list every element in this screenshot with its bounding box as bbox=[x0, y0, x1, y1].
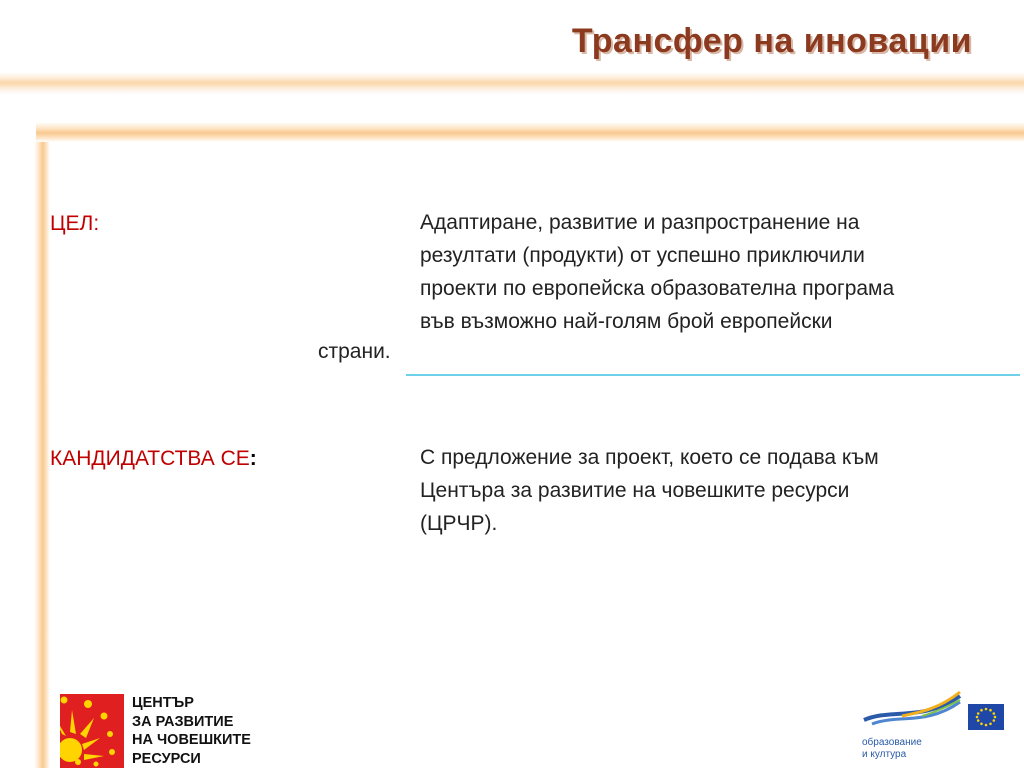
apply-label-colon: : bbox=[249, 447, 257, 470]
hrdc-logo-text bbox=[132, 694, 251, 768]
goal-line: Адаптиране, развитие и разпространение на bbox=[420, 211, 860, 234]
eu-flag-icon bbox=[968, 704, 1004, 730]
llp-logo-line: образование bbox=[862, 737, 922, 748]
goal-line: проекти по европейска образователна програма bbox=[420, 277, 895, 300]
apply-line: Центъра за развитие на човешките ресурси bbox=[420, 479, 850, 502]
hrdc-logo-line: ЦЕНТЪР bbox=[132, 695, 194, 711]
llp-swoosh-icon bbox=[862, 690, 962, 736]
hrdc-logo-line: РЕСУРСИ bbox=[132, 750, 201, 767]
apply-line: (ЦРЧР). bbox=[420, 512, 498, 535]
llp-logo-text bbox=[862, 737, 922, 761]
hrdc-logo-line: ЗА РАЗВИТИЕ bbox=[132, 713, 234, 730]
goal-label: ЦЕЛ: bbox=[50, 212, 100, 235]
left-decorative-band bbox=[34, 142, 50, 768]
apply-text bbox=[420, 441, 1020, 540]
divider-line bbox=[406, 374, 1020, 376]
eu-stars-icon bbox=[968, 704, 1004, 730]
llp-logo-line: и култура bbox=[862, 749, 907, 760]
apply-line: С предложение за проект, което се подава към bbox=[420, 446, 879, 469]
hrdc-logo-line: НА ЧОВЕШКИТЕ bbox=[132, 732, 251, 748]
apply-label-text: КАНДИДАТСТВА СЕ bbox=[50, 447, 250, 470]
apply-label bbox=[50, 447, 257, 471]
top-decorative-band bbox=[0, 72, 1024, 94]
goal-tail: страни. bbox=[318, 340, 391, 363]
goal-line: във възможно най-голям брой европейски bbox=[420, 310, 833, 333]
goal-line: резултати (продукти) от успешно приключили bbox=[420, 244, 865, 267]
page-title: Трансфер на иновации bbox=[571, 22, 972, 60]
goal-text bbox=[420, 206, 1020, 338]
sun-logo-icon bbox=[60, 694, 124, 768]
second-decorative-band bbox=[36, 122, 1024, 142]
hrdc-logo-mark bbox=[60, 694, 124, 768]
